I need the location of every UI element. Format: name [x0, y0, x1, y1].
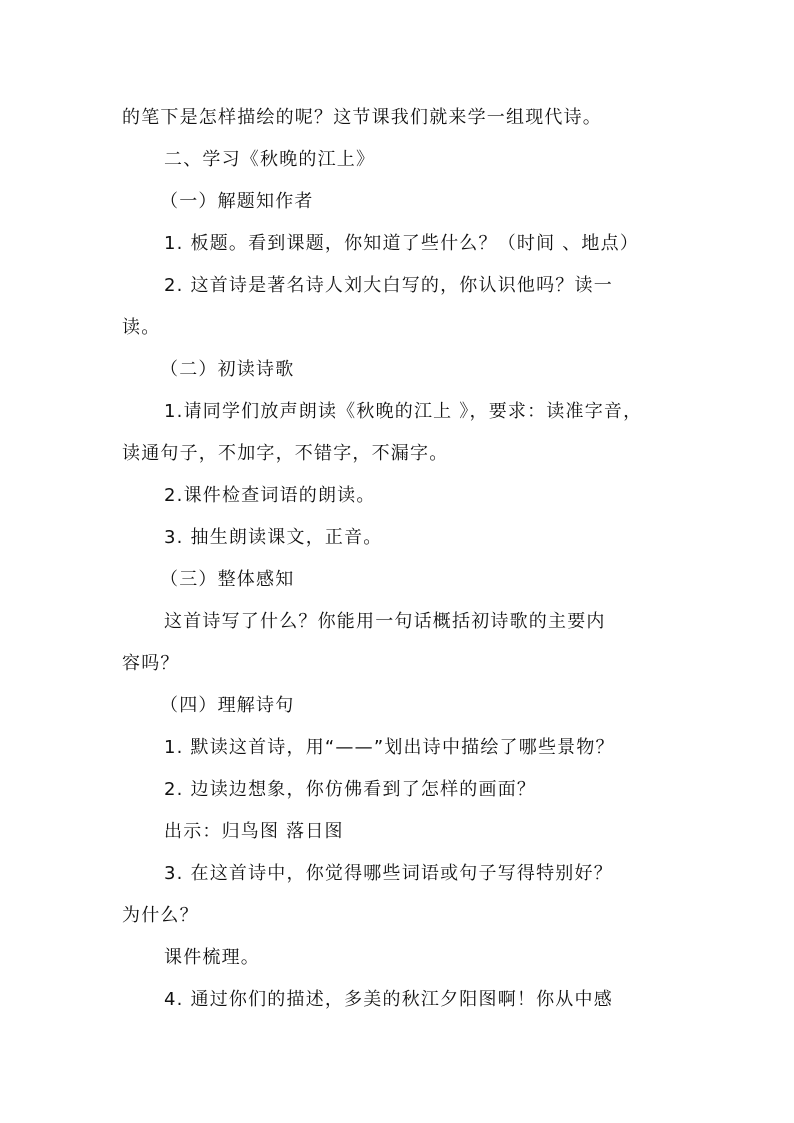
text-line-11: 3. 抽生朗读课文，正音。: [164, 527, 383, 548]
text-line-18: 出示：归鸟图 落日图: [164, 821, 344, 842]
text-line-8: 1.请同学们放声朗读《秋晚的江上 》，要求：读准字音，: [164, 401, 643, 422]
text-line-10: 2.课件检查词语的朗读。: [164, 485, 376, 506]
subsection-heading-1: （一）解题知作者: [160, 191, 314, 212]
text-line-22: 4. 通过你们的描述，多美的秋江夕阳图啊！你从中感: [164, 989, 613, 1010]
text-line-17: 2. 边读边想象，你仿佛看到了怎样的画面？: [164, 779, 537, 800]
text-line-1: 的笔下是怎样描绘的呢？这节课我们就来学一组现代诗。: [122, 107, 602, 128]
subsection-heading-2: （二）初读诗歌: [160, 359, 295, 380]
text-line-19: 3. 在这首诗中，你觉得哪些词语或句子写得特别好？: [164, 863, 613, 884]
text-line-14: 容吗？: [122, 653, 180, 674]
text-line-9: 读通句子，不加字，不错字，不漏字。: [122, 443, 449, 464]
section-heading-2: 二、学习《秋晚的江上》: [164, 149, 376, 170]
text-line-5: 2. 这首诗是著名诗人刘大白写的，你认识他吗？读一: [164, 275, 613, 296]
text-line-20: 为什么？: [122, 905, 199, 926]
text-line-21: 课件梳理。: [164, 947, 260, 968]
text-line-13: 这首诗写了什么？你能用一句话概括初诗歌的主要内: [164, 611, 606, 632]
subsection-heading-3: （三）整体感知: [160, 569, 295, 590]
text-line-4: 1. 板题。看到课题，你知道了些什么？（时间 、地点）: [164, 233, 640, 254]
text-line-6: 读。: [122, 317, 161, 338]
subsection-heading-4: （四）理解诗句: [160, 695, 295, 716]
text-line-16: 1. 默读这首诗，用“——”划出诗中描绘了哪些景物？: [164, 737, 615, 758]
